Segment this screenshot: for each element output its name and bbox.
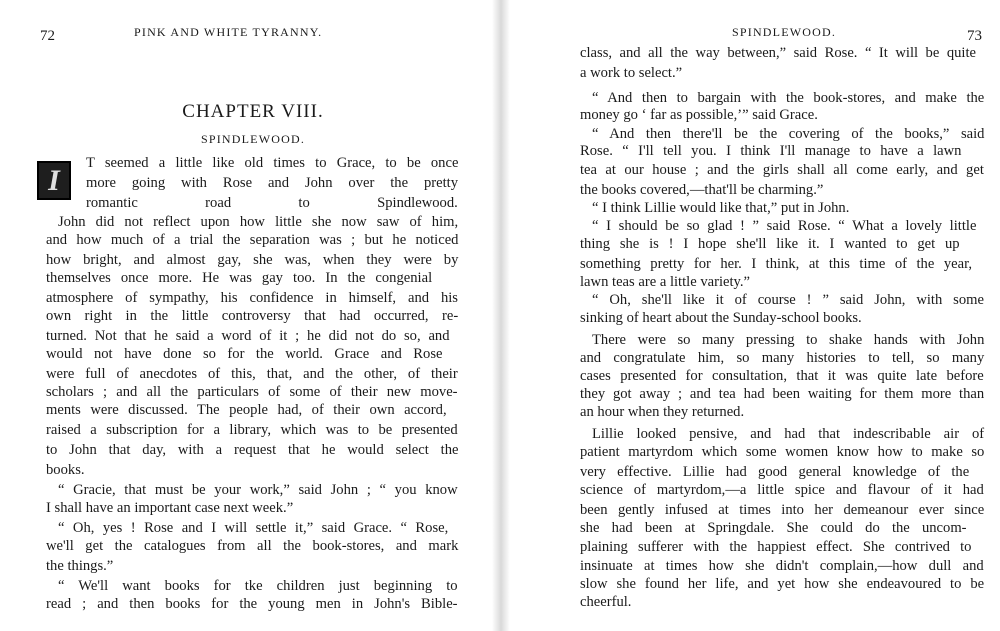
left-page-text-line: own right in the little controversy that had occurred, re- — [46, 308, 459, 324]
right-page-text-line: she had been at Springdale. She could do the uncom- — [580, 520, 967, 536]
right-page-text-line: very effective. Lillie had good general knowledge of the — [580, 464, 970, 480]
left-page-text-line: and how much of a trial the separation was ; but he noticed — [46, 232, 459, 248]
left-page-text-line: themselves once more. He was gay too. In the congenial — [46, 270, 433, 286]
right-page-text-line: Rose. “ I'll tell you. I think I'll manage to have a lawn — [580, 143, 962, 159]
left-page-text-line: the things.” — [46, 558, 114, 574]
right-page-text-line: insinuate at times how she didn't complain,—how dull and — [580, 558, 984, 574]
right-page-text-line: science of martyrdom,—a little spice and flavour of it had — [580, 482, 984, 498]
left-page-text-line: raised a subscription for a library, which was to be presented — [46, 422, 458, 438]
left-page — [0, 0, 492, 631]
left-page-text-line: books. — [46, 462, 85, 478]
left-page-text-line: I shall have an important case next week.” — [46, 500, 294, 516]
right-page-text-line: something pretty for her. I think, at this time of the year, — [580, 256, 973, 272]
left-page-text-line: turned. Not that he said a word of it ; he did not do so, and — [46, 328, 450, 344]
left-page-text-line: to John that day, with a request that he would select the — [46, 442, 459, 458]
right-page-text-line: lawn teas are a little variety.” — [580, 274, 751, 290]
right-page-text-line: a work to select.” — [580, 65, 683, 81]
right-page-text-line: class, and all the way between,” said Rose. “ It will be quite — [580, 45, 977, 61]
drop-cap: I — [37, 161, 71, 200]
right-page — [510, 0, 1000, 631]
right-page-text-line: “ I think Lillie would like that,” put in John. — [592, 200, 850, 216]
right-page-text-line: thing she is ! I hope she'll like it. I wanted to get up — [580, 236, 960, 252]
right-page-text-line: cases presented for consultation, that it was quite late before — [580, 368, 984, 384]
right-page-number: 73 — [967, 28, 982, 44]
right-page-text-line: plaining sufferer with the happiest effect. She contrived to — [580, 539, 972, 555]
right-page-text-line: they got away ; and tea had been waiting for them more than — [580, 386, 985, 402]
left-page-text-line: T seemed a little like old times to Grace, to be once — [86, 155, 459, 171]
right-page-text-line: “ And then to bargain with the book-stores, and make the — [592, 90, 985, 106]
left-page-text-line: how bright, and almost gay, she was, when they were by — [46, 252, 459, 268]
left-page-text-line: “ Oh, yes ! Rose and I will settle it,” said Grace. “ Rose, — [58, 520, 449, 536]
book-gutter — [492, 0, 510, 631]
right-page-text-line: Lillie looked pensive, and had that indescribable air of — [592, 426, 985, 442]
chapter-subtitle: SPINDLEWOOD. — [200, 132, 306, 146]
right-page-text-line: There were so many pressing to shake hands with John — [592, 332, 985, 348]
chapter-heading: CHAPTER VIII. — [182, 101, 324, 122]
left-page-text-line: more going with Rose and John over the pretty — [86, 175, 458, 191]
right-page-text-line: cheerful. — [580, 594, 632, 610]
left-page-text-line: John did not reflect upon how little she now saw of him, — [58, 214, 459, 230]
right-running-head: SPINDLEWOOD. — [732, 25, 837, 39]
right-page-text-line: the books covered,—that'll be charming.” — [580, 182, 824, 198]
right-page-text-line: and congratulate him, so many histories to tell, so many — [580, 350, 985, 366]
left-page-text-line: atmosphere of sympathy, his confidence in himself, and his — [46, 290, 458, 306]
right-page-text-line: sinking of heart about the Sunday-school books. — [580, 310, 862, 326]
left-page-number: 72 — [40, 28, 55, 44]
right-page-text-line: been gently infused at times into her demeanour ever since — [580, 502, 985, 518]
left-page-text-line: “ Gracie, that must be your work,” said John ; “ you know — [58, 482, 458, 498]
right-page-text-line: slow she found her life, and yet how she endeavoured to be — [580, 576, 985, 592]
right-page-text-line: “ And then there'll be the covering of the books,” said — [592, 126, 985, 142]
right-page-text-line: “ Oh, she'll like it of course ! ” said John, with some — [592, 292, 984, 308]
left-page-text-line: ments were discussed. The people had, of their own accord, — [46, 402, 447, 418]
left-page-text-line: we'll get the catalogues from all the book-stores, and mark — [46, 538, 459, 554]
right-page-text-line: money go ‘ far as possible,’” said Grace. — [580, 107, 818, 123]
right-page-text-line: tea at our house ; and the girls shall all come early, and get — [580, 162, 984, 178]
left-running-head: PINK AND WHITE TYRANNY. — [134, 25, 323, 39]
right-page-text-line: patient martyrdom which some women know how to make so — [580, 444, 985, 460]
right-page-text-line: “ I should be so glad ! ” said Rose. “ What a lovely little — [592, 218, 977, 234]
left-page-text-line: would not have done so for the world. Grace and Rose — [46, 346, 443, 362]
left-page-text-line: “ We'll want books for tke children just beginning to — [58, 578, 458, 594]
left-page-text-line: romantic road to Spindlewood. — [86, 195, 458, 211]
left-page-text-line: read ; and then books for the young men in John's Bible- — [46, 596, 458, 612]
right-page-text-line: an hour when they returned. — [580, 404, 745, 420]
left-page-text-line: were full of anecdotes of this, that, and the other, of their — [46, 366, 458, 382]
left-page-text-line: scholars ; and all the particulars of some of their new move- — [46, 384, 458, 400]
